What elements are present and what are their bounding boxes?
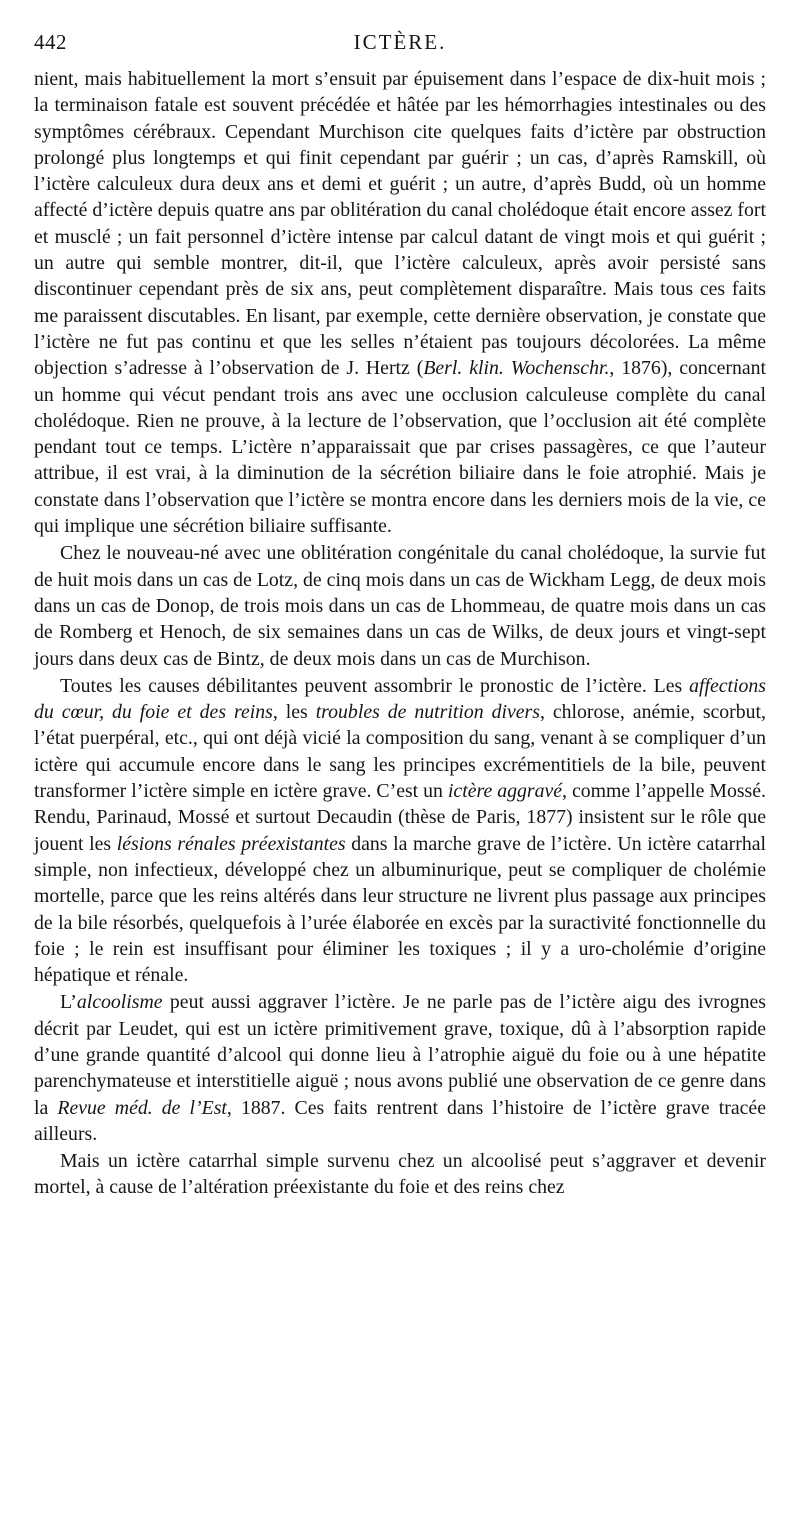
- emphasis-text: troubles de nutrition divers: [315, 701, 540, 724]
- text-segment: nient, mais habituellement la mort s’ensuit par épuisement dans l’espace de dix-huit mois ; la terminaison fatale est souvent précédée et hâtée par les hémorrhagies intestinales ou des symptômes cérébraux. Cependant Murchison cite quelques faits d’ictère par obstruction prolongé plus longtemps et qui finit cependant par guérir ; un cas, d’après Ramskill, où l’ictère calculeux dura deux ans et demi et guérit ; un autre, d’après Budd, où un homme affecté d’ictère depuis quatre ans par oblitération du canal cholédoque était encore assez fort et musclé ; un fait personnel d’ictère intense par calcul datant de vingt mois et qui guérit ; un autre qui semble montrer, dit-il, que l’ictère calculeux, après avoir persisté sans discontinuer cependant près de six ans, peut complètement disparaître. Mais tous ces faits me paraissent discutables. En lisant, par exemple, cette dernière observation, je constate que l’ictère ne fut pas continu et que les selles n’étaient pas toujours décolorées. La même objection s’adresse à l’observation de J. Hertz (: [34, 68, 766, 380]
- body-text: [34, 66, 766, 1201]
- text-segment: Toutes les causes débilitantes peuvent assombrir le pronostic de l’ictère. Les: [60, 674, 690, 697]
- paragraph: [34, 66, 766, 539]
- journal-citation: Revue méd. de l’Est: [57, 1096, 227, 1119]
- emphasis-text: alcoolisme: [76, 991, 163, 1014]
- emphasis-text: ictère aggravé: [447, 780, 563, 803]
- text-segment: , comme l’appelle Mossé. Rendu, Parinaud, Mossé et surtout Decaudin (thèse de Paris, 1877) insistent sur le rôle que jouent les: [34, 780, 766, 855]
- text-segment: Chez le nouveau-né avec une oblitération congénitale du canal cholédoque, la survie fut de huit mois dans un cas de Lotz, de cinq mois dans un cas de Wickham Legg, de deux mois dans un cas de Donop, de trois mois dans un cas de Lhommeau, de quatre mois dans un cas de Romberg et Henoch, de six semaines dans un cas de Wilks, de deux jours et vingt-sept jours dans deux cas de Bintz, de deux mois dans un cas de Murchison.: [34, 542, 766, 670]
- paragraph: [34, 673, 766, 989]
- journal-citation: Berl. klin. Wochenschr.: [423, 357, 610, 380]
- paragraph: [34, 540, 766, 671]
- running-title: ICTÈRE.: [353, 30, 447, 54]
- text-segment: , les: [272, 701, 316, 724]
- text-segment: , chlorose, anémie, scorbut, l’état puerpéral, etc., qui ont déjà vicié la composition du sang, venant à se compliquer d’un ictère qui accumule encore dans le sang les principes excrémentitiels de la bile, peuvent transformer l’ictère simple en ictère grave. C’est un: [34, 701, 766, 803]
- text-segment: peut aussi aggraver l’ictère. Je ne parle pas de l’ictère aigu des ivrognes décrit par Leudet, qui est un ictère primitivement grave, toxique, dû à l’absorption rapide d’une grande quantité d’alcool qui donne lieu à l’atrophie aiguë du foie ou à une hépatite parenchymateuse et interstitielle aiguë ; nous avons publié une observation de ce genre dans la: [34, 991, 766, 1119]
- paragraph: [34, 1148, 766, 1201]
- page-header: [34, 30, 766, 60]
- text-segment: , 1887. Ces faits rentrent dans l’histoire de l’ictère grave tracée ailleurs.: [34, 1096, 766, 1145]
- text-segment: , 1876), concernant un homme qui vécut pendant trois ans avec une occlusion calculeuse complète du canal cholédoque. Rien ne prouve, à la lecture de l’observation, que l’occlusion ait été complète pendant tout ce temps. L’ictère n’apparaissait que par crises passagères, ce que l’auteur attribue, il est vrai, à la diminution de la sécrétion biliaire dans le foie atrophié. Mais je constate dans l’observation que l’ictère se montra encore dans les derniers mois de la vie, ce qui implique une sécrétion biliaire suffisante.: [34, 357, 767, 538]
- text-segment: Mais un ictère catarrhal simple survenu chez un alcoolisé peut s’aggraver et devenir mortel, à cause de l’altération préexistante du foie et des reins chez: [34, 1150, 766, 1199]
- text-segment: dans la marche grave de l’ictère. Un ictère catarrhal simple, non infectieux, développé chez un albuminurique, peut se compliquer de cholémie mortelle, parce que les reins altérés dans leur structure ne livrent plus passage aux principes de la bile résorbés, quelquefois à l’urée élaborée en excès par la suractivité fonctionnelle du foie ; le rein est insuffisant pour éliminer les toxiques ; il y a uro-cholémie d’origine hépatique et rénale.: [34, 832, 766, 987]
- emphasis-text: affections du cœur, du foie et des reins: [34, 674, 766, 724]
- text-segment: L’: [60, 991, 77, 1014]
- paragraph: [34, 989, 766, 1147]
- page-number: 442: [34, 30, 67, 54]
- emphasis-text: lésions rénales préexistantes: [116, 832, 346, 855]
